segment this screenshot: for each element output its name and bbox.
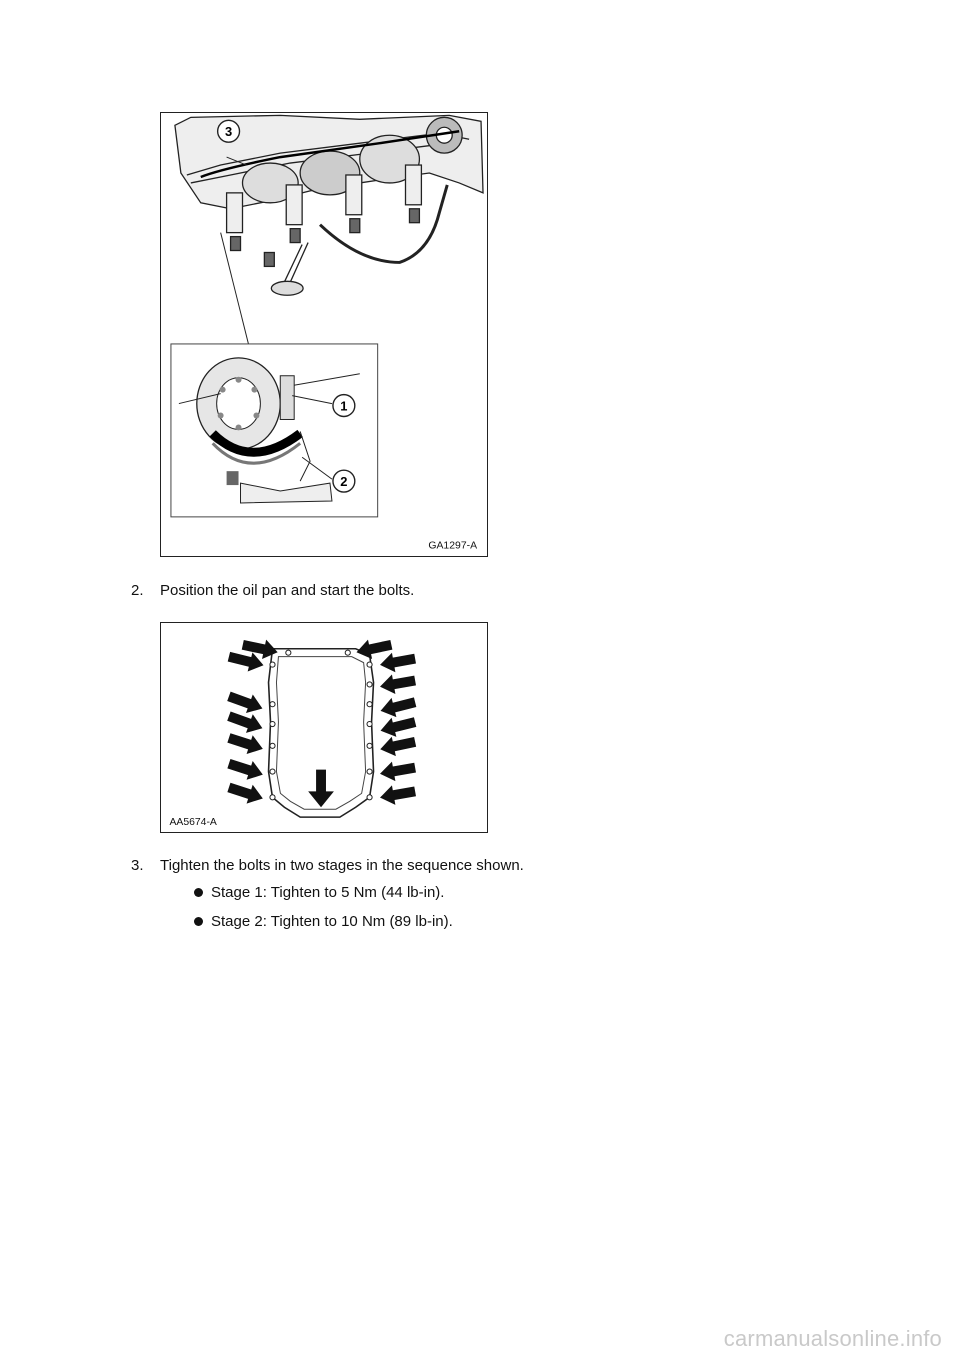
oil-pan-illustration	[161, 623, 487, 832]
bullet-text: Stage 1: Tighten to 5 Nm (44 lb-in).	[211, 884, 445, 901]
step-number: 3.	[131, 857, 144, 874]
watermark: carmanualsonline.info	[723, 1326, 942, 1351]
callout-3	[218, 120, 240, 142]
engine-block-drawing	[175, 115, 483, 344]
figure-id-label: AA5674-A	[169, 817, 217, 829]
figure-id-label: GA1297-A	[428, 540, 478, 552]
callout-2	[333, 470, 355, 492]
figure-engine-block	[160, 112, 488, 557]
svg-text:2: 2	[340, 474, 348, 490]
step-number: 2.	[131, 582, 144, 599]
svg-text:1: 1	[340, 398, 348, 414]
bolt-sequence-arrows	[226, 635, 418, 808]
svg-text:3: 3	[224, 124, 233, 140]
step-text: Position the oil pan and start the bolts.	[160, 582, 415, 599]
callout-1	[333, 395, 355, 417]
engine-block-illustration	[161, 113, 487, 556]
bullet-text: Stage 2: Tighten to 10 Nm (89 lb-in).	[211, 913, 453, 930]
center-down-arrow	[308, 770, 334, 808]
figure-oil-pan-bolts	[160, 622, 488, 833]
step-text: Tighten the bolts in two stages in the sequence shown.	[160, 857, 524, 874]
bullet-dot	[194, 888, 203, 897]
bullet-dot	[194, 917, 203, 926]
